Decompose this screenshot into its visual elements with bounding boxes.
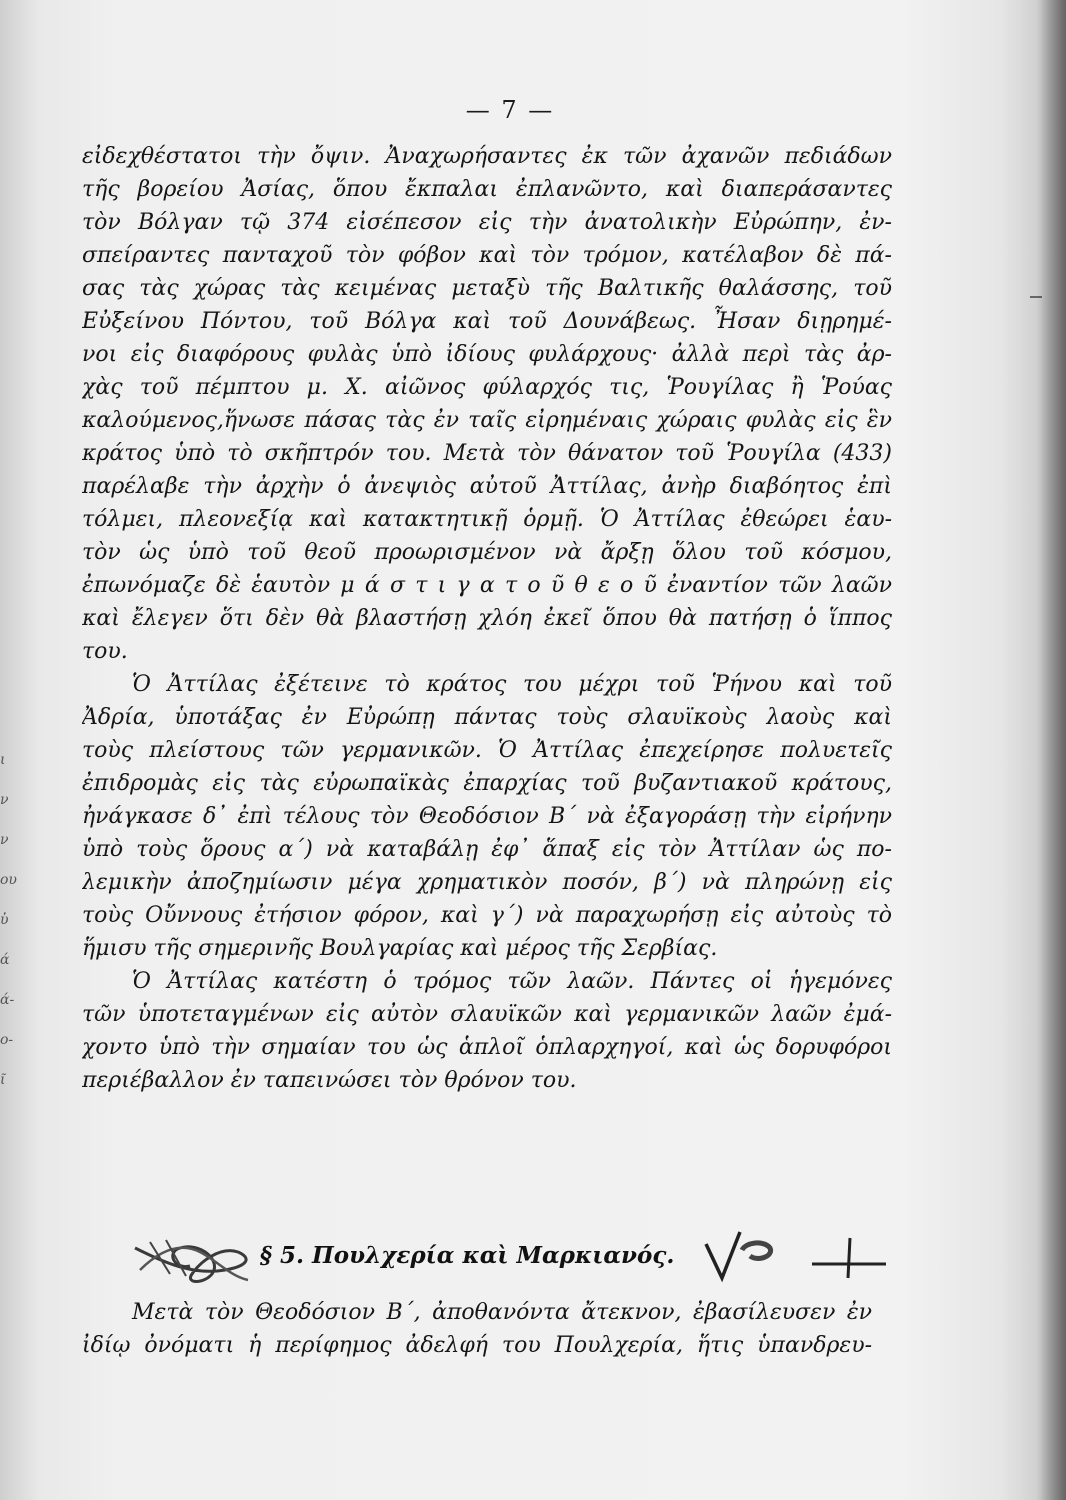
text-line: του. — [82, 639, 128, 664]
text-line: παρέλαβε τὴν ἀρχὴν ὁ ἀνεψιὸς αὐτοῦ Ἀττίλας, ἀνὴρ διαβόητος ἐπὶ — [82, 474, 892, 499]
margin-fragment: ι — [0, 752, 6, 768]
text-line: σπείραντες πανταχοῦ τὸν φόβον καὶ τὸν τρόμον, κατέλαβον δὲ πά- — [82, 243, 892, 268]
text-line: κράτος ὑπὸ τὸ σκῆπτρόν του. Μετὰ τὸν θάνατον τοῦ Ῥουγίλα (433) — [82, 441, 892, 466]
text-line: ἰδίῳ ὀνόματι ἡ περίφημος ἀδελφή του Πουλχερία, ἥτις ὑπανδρευ- — [82, 1333, 872, 1358]
text-line: χὰς τοῦ πέμπτου μ. Χ. αἰῶνος φύλαρχός τις, Ῥουγίλας ἢ Ῥούας — [82, 375, 892, 400]
text-line: λεμικὴν ἀποζημίωσιν μέγα χρηματικὸν ποσόν, β΄) νὰ πληρώνῃ εἰς — [82, 870, 892, 895]
margin-fragment: ου — [0, 872, 17, 888]
body-text — [82, 140, 892, 1097]
margin-fragment: ο- — [0, 1032, 14, 1048]
left-margin-fragments — [0, 740, 17, 1100]
text-line: Εὐξείνου Πόντου, τοῦ Βόλγα καὶ τοῦ Δουνάβεως. Ἦσαν διῃρημέ- — [82, 309, 892, 334]
section-text — [82, 1296, 872, 1362]
text-line: τὸν ὡς ὑπὸ τοῦ θεοῦ προωρισμένον νὰ ἄρξῃ ὅλου τοῦ κόσμου, — [82, 540, 892, 565]
text-line: περιέβαλλον ἐν ταπεινώσει τὸν θρόνον του. — [82, 1068, 577, 1093]
text-line: τῶν ὑποτεταγμένων εἰς αὐτὸν σλαυϊκῶν καὶ γερμανικῶν λαῶν ἐμά- — [82, 1002, 892, 1027]
text-line: καλούμενος,ἥνωσε πάσας τὰς ἐν ταῖς εἰρημέναις χώραις φυλὰς εἰς ἓν — [82, 408, 892, 433]
text-line: ἐπιδρομὰς εἰς τὰς εὐρωπαϊκὰς ἐπαρχίας τοῦ βυζαντιακοῦ κράτους, — [82, 771, 892, 796]
pencil-check-mark-icon — [700, 1224, 890, 1284]
margin-fragment: ν — [0, 832, 9, 848]
text-line: χοντο ὑπὸ τὴν σημαίαν του ὡς ἁπλοῖ ὁπλαρχηγοί, καὶ ὡς δορυφόροι — [82, 1035, 892, 1060]
text-line: σας τὰς χώρας τὰς κειμένας μεταξὺ τῆς Βαλτικῆς θαλάσσης, τοῦ — [82, 276, 892, 301]
page-number: — 7 — — [465, 96, 555, 124]
text-line: Μετὰ τὸν Θεοδόσιον Β΄, ἀποθανόντα ἄτεκνον, ἐβασίλευσεν ἐν — [132, 1300, 872, 1325]
text-line: ὑπὸ τοὺς ὅρους α΄) νὰ καταβάλῃ ἐφ᾽ ἅπαξ εἰς τὸν Ἀττίλαν ὡς πο- — [82, 837, 892, 862]
margin-fragment: ν — [0, 792, 9, 808]
text-line: τοὺς πλείστους τῶν γερμανικῶν. Ὁ Ἀττίλας ἐπεχείρησε πολυετεῖς — [82, 738, 892, 763]
section-heading-row — [130, 1230, 890, 1290]
pencil-scribble-icon — [130, 1230, 260, 1290]
text-line: καὶ ἔλεγεν ὅτι δὲν θὰ βλαστήσῃ χλόη ἐκεῖ ὅπου θὰ πατήσῃ ὁ ἵππος — [82, 606, 892, 631]
text-line: νοι εἰς διαφόρους φυλὰς ὑπὸ ἰδίους φυλάρχους· ἀλλὰ περὶ τὰς ἀρ- — [82, 342, 892, 367]
text-line: Ὁ Ἀττίλας ἐξέτεινε τὸ κράτος του μέχρι τοῦ Ῥήνου καὶ τοῦ — [132, 672, 892, 697]
text-line: εἰδεχθέστατοι τὴν ὄψιν. Ἀναχωρήσαντες ἐκ τῶν ἀχανῶν πεδιάδων — [82, 144, 892, 169]
text-line: ἠνάγκασε δ᾽ ἐπὶ τέλους τὸν Θεοδόσιον Β΄ νὰ ἐξαγοράσῃ τὴν εἰρήνην — [82, 804, 892, 829]
margin-fragment: ά- — [0, 992, 15, 1008]
text-line: Ὁ Ἀττίλας κατέστη ὁ τρόμος τῶν λαῶν. Πάντες οἱ ἡγεμόνες — [132, 969, 892, 994]
margin-fragment: ά — [0, 952, 10, 968]
margin-fragment: ῖ — [0, 1072, 6, 1088]
section-heading: § 5. Πουλχερία καὶ Μαρκιανός. — [260, 1242, 675, 1269]
margin-mark — [1030, 296, 1042, 298]
margin-fragment: ὑ — [0, 912, 9, 928]
text-line: ἐπωνόμαζε δὲ ἑαυτὸν μ ά σ τ ι γ α τ ο ῦ θ ε ο ῦ ἐναντίον τῶν λαῶν — [82, 573, 892, 598]
text-line: Ἀδρία, ὑποτάξας ἐν Εὐρώπῃ πάντας τοὺς σλαυϊκοὺς λαοὺς καὶ — [82, 705, 892, 730]
text-line: τῆς βορείου Ἀσίας, ὅπου ἔκπαλαι ἐπλανῶντο, καὶ διαπεράσαντες — [82, 177, 892, 202]
text-line: τοὺς Οὔννους ἐτήσιον φόρον, καὶ γ΄) νὰ παραχωρήσῃ εἰς αὐτοὺς τὸ — [82, 903, 892, 928]
text-line: τόλμει, πλεονεξίᾳ καὶ κατακτητικῇ ὁρμῇ. Ὁ Ἀττίλας ἐθεώρει ἑαυ- — [82, 507, 892, 532]
text-line: ἥμισυ τῆς σημερινῆς Βουλγαρίας καὶ μέρος τῆς Σερβίας. — [82, 936, 718, 961]
text-line: τὸν Βόλγαν τῷ 374 εἰσέπεσον εἰς τὴν ἀνατολικὴν Εὐρώπην, ἐν- — [82, 210, 892, 235]
